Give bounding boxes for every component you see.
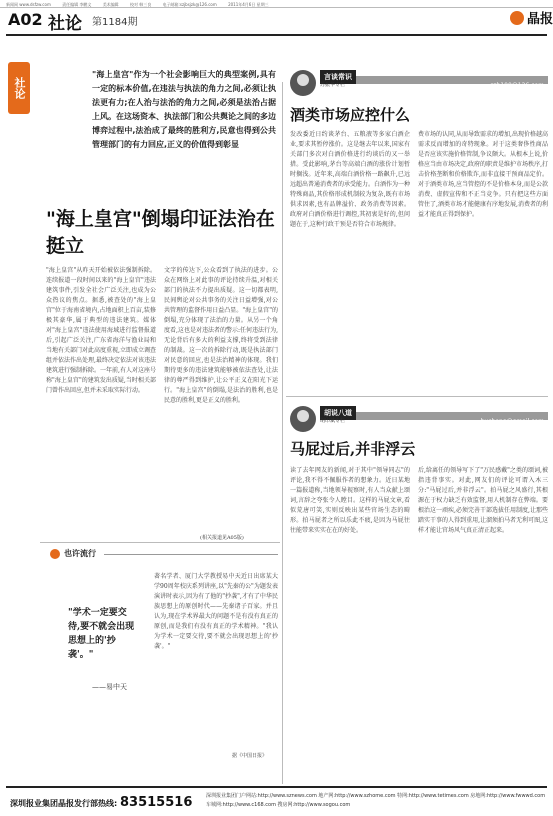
- brand-label: 晶报: [527, 12, 553, 27]
- footer-hotline: [10, 795, 192, 810]
- hotline-number: 83515516: [120, 795, 193, 810]
- quote-label: 也许流行: [64, 549, 96, 558]
- topbar-item: 新闻网 www.dsfzw.com: [6, 2, 51, 7]
- column-author: 苏振华专栏: [320, 82, 346, 88]
- main-article-source: (相关报道见A05版): [200, 535, 244, 541]
- column-banner-1: [290, 70, 548, 88]
- footer: [6, 786, 547, 816]
- footer-links[interactable]: 深圳报业集团门户网站:http://www.sznews.com 地产网:http://www.szhome.com 特网:http://www.tetimes.com 房地网:http://www.fwwwd.com 车城网:http://www.c168.com 搜房网:http://www.sogou.com: [206, 793, 546, 808]
- topbar-item: 2011年4月6日 星期三: [228, 2, 269, 7]
- column-author: 胡印斌专栏: [320, 418, 346, 424]
- topbar-item: 责任编辑 李鹏文: [62, 2, 92, 7]
- quote-source: 据《中国日报》: [232, 753, 268, 759]
- page-number: A02: [8, 10, 43, 29]
- section-badge: 社论: [8, 62, 30, 114]
- author-avatar: [290, 406, 316, 432]
- column-tag: 言谈常识: [320, 70, 356, 84]
- column-banner-2: [290, 406, 548, 424]
- column-1-text-a: 发改委近日约谈茅台、五粮液等多家白酒企业,要求其暂停涨价。这是继去年以来,国家有关部门多次对白酒价格进行约谈后的又一举措。受此影响,茅台等高端白酒的涨价计划暂时搁浅。近年来,高端白酒价格一路飙升,已远远超出普通消费者的承受能力。白酒作为一种特殊商品,其价格形成机制较为复杂,既有市场供求因素,也有品牌溢价、政务消费等因素。政府对白酒价格进行调控,其初衷是好的,但问题在于,这种行政干预是否符合市场规律。: [290, 131, 411, 228]
- brand-logo-icon: [509, 6, 553, 30]
- author-avatar: [290, 70, 316, 96]
- section-title: 社论: [48, 14, 82, 34]
- topbar-item: 校对 韩三良: [129, 2, 152, 7]
- top-info-bar: [0, 0, 553, 8]
- main-article-title: "海上皇宫"倒塌印证法治在挺立: [46, 208, 275, 257]
- quote-header: [42, 548, 278, 560]
- quote-text: "学术一定要交待,要不就会出现思想上的'抄袭'。": [68, 608, 135, 660]
- bullet-icon: [50, 549, 60, 559]
- header-rule: [6, 34, 547, 36]
- header-line: [104, 554, 278, 555]
- column-1-title: 酒类市场应控什么: [290, 106, 411, 124]
- section-divider: [40, 542, 280, 543]
- main-article-column-1: "海上皇宫"从昨天开始被依法强制拆除。连续报道一段时间以来的"海上皇宫"违法建筑事件,引发全社会广泛关注,也成为公众热议的焦点。据悉,被查处的"海上皇宫"位于海南省境内,占地面积上百亩,装修极其豪华,属于典型的违法建筑。媒体对"海上皇宫"违法使用海域进行监督报道后,引起广泛关注,广东省海洋与渔业局和当地有关部门对此高度重视,立即成立调查组并依法作出处理,最终决定依法对该违法建筑进行强制拆除。一年前,有人对这座号称"海上皇宫"的建筑发出质疑,当时相关部门曾作出回应,但并未采取实际行动。: [46, 267, 156, 394]
- column-1-text-b: 费市场的认同,从而导致需求的增加,出现价格越高需求反而增加的奇特现象。对于这类奢侈性商品是否应该实施价格管制,争议颇大。从根本上说,价格应当由市场决定,政府的职责是维护市场秩序,打击价格垄断和价格欺诈,而非直接干预商品定价。对于酒类市场,应当管控的不是价格本身,而是公款消费、虚假宣传和不正当竞争。只有把这些方面管住了,酒类市场才能健康有序地发展,消费者的利益才能真正得到保护。: [418, 131, 548, 218]
- column-2-title: 马屁过后,并非浮云: [290, 440, 416, 458]
- column-email: buchong@gmail.com: [480, 418, 544, 425]
- topbar-item: 美术编辑: [102, 2, 119, 7]
- column-tag: 胡说八道: [320, 406, 356, 420]
- editorial-summary: "海上皇宫"作为一个社会影响巨大的典型案例,具有一定的标本价值,在违法与执法的角力之间,必须让执法更有力;在人治与法治的角力之间,必须是法治占据上风。在这场资本、执法部门和公共舆论之间的多边博弈过程中,法治成了最终的胜利方,民意也得到公共管理部门的有力回应,正义的价值得到彰显: [92, 70, 276, 149]
- column-email: szh100@126.com: [490, 82, 544, 89]
- quote-body: 著名学者、厦门大学教授易中天近日出席某大学90周年校庆系列讲座,以"先秦的公"为题发表演讲时表示,因为有了他的"抄袭",才有了中华民族思想上的原创时代——先秦诸子百家。并且认为,现在学术界最大的问题不是有没有真正的原创,而是我们有没有真正的学术精神。"我认为学术一定要交待,要不就会出现思想上的'抄袭'。": [154, 573, 278, 650]
- column-2-text-a: 读了去年网友的新闻,对于其中"领导同志"的评论,我不得不佩服作者的想象力。近日某地一篇报道称,当地领导视察时,有人当众献上颂词,言辞之夸张令人瞠目。这样的马屁文章,看似荒唐可笑,实则反映出某些官场生态的畸形。拍马屁者之所以乐此不疲,是因为马屁往往能带来实实在在的好处。: [290, 467, 410, 534]
- section-divider: [286, 396, 548, 397]
- main-article-column-2: 文字的传达下,公众看到了执法的进步。公众在网络上对此事的评论持续升温,对相关部门的执法不力提出质疑。这一切都表明,民间舆论对公共事务的关注日益增强,对公共管理的监督作用日益凸显。"海上皇宫"的倒塌,充分体现了法治的力量。从另一个角度看,这也是对违法者的警示:任何违法行为,无论背后有多大的利益支撑,终将受到法律的制裁。这一次的拆除行动,既是执法部门对民意的回应,也是法治精神的体现。我们期待更多的违法建筑能够被依法查处,让法律的尊严得到维护,让公平正义在阳光下运行。"海上皇宫"的倒塌,是法治的胜利,也是民意的胜利,更是正义的胜利。: [164, 267, 278, 404]
- quote-section: [42, 548, 278, 780]
- issue-number: 第1184期: [92, 17, 138, 28]
- quote-author: ——易中天: [92, 683, 127, 691]
- topbar-item: 电子邮箱:szjbsjzk@126.com: [162, 2, 217, 7]
- column-2-text-b: 后,给离任的领导写下了"万民感戴"之类的颂词,被指违背事实。对此,网友们的评论可谓入木三分:"马屁过后,并非浮云"。拍马屁之风盛行,其根源在于权力缺乏有效监督,用人机制存在弊端。要根治这一顽疾,必须完善干部选拔任用制度,让那些踏实干事的人得到重用,让溜须拍马者无利可图,这样才能让官场风气真正清正起来。: [418, 467, 548, 534]
- column-divider: [282, 82, 283, 784]
- hotline-label: 深圳报业集团晶报发行部热线:: [10, 799, 118, 808]
